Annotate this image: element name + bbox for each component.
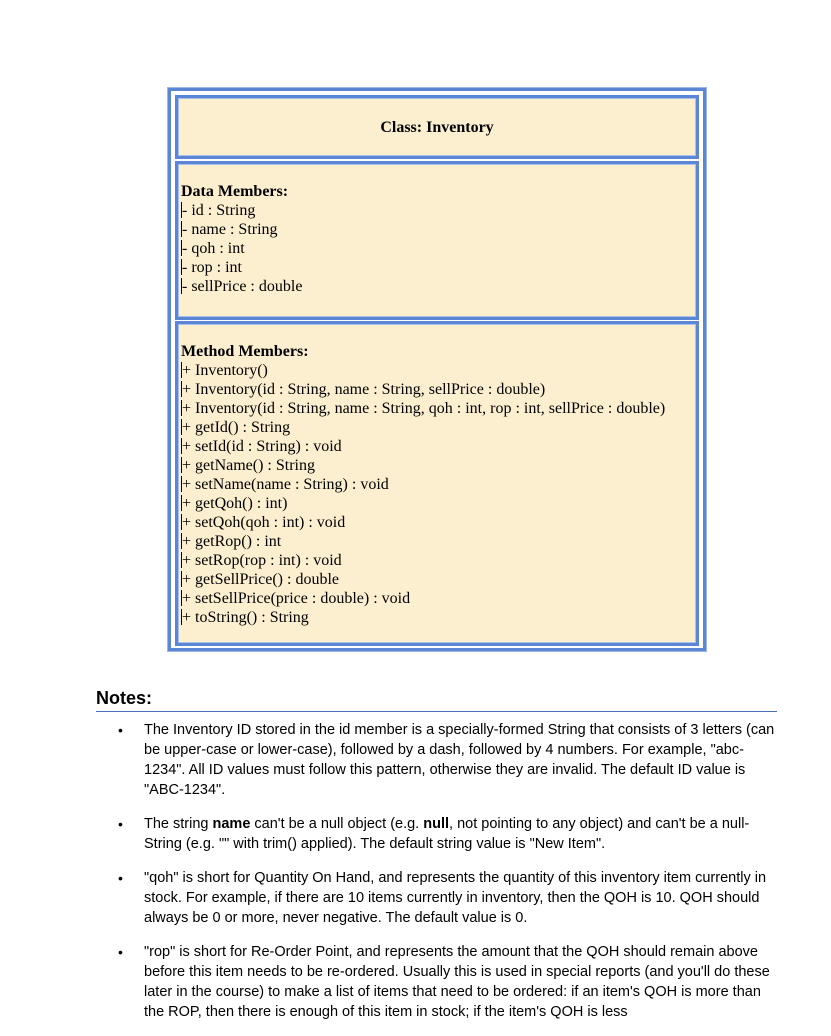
class-title-cell (175, 95, 699, 159)
note-bold-name: name (212, 816, 251, 832)
bullet-icon: • (118, 816, 123, 832)
data-member: - id : String (181, 201, 696, 220)
notes-list (0, 720, 831, 1036)
note-item-rop (0, 942, 784, 1022)
note-text: "qoh" is short for Quantity On Hand, and represents the quantity of this inventory item currently in stock. For example, if there are 10 items currently in inventory, then the QOH is 10. QOH should always be 0 or more, never negative. The default value is 0. (144, 870, 767, 926)
bullet-icon: • (118, 870, 123, 886)
method-member: + getRop() : int (181, 532, 696, 551)
method-member: + setName(name : String) : void (181, 475, 696, 494)
method-member: + getName() : String (181, 456, 696, 475)
method-member: + Inventory() (181, 361, 696, 380)
data-member: - sellPrice : double (181, 277, 696, 296)
method-members-cell (175, 321, 699, 646)
method-member: + toString() : String (181, 608, 696, 627)
data-members-heading: Data Members: (181, 183, 289, 200)
method-member: + setId(id : String) : void (181, 437, 696, 456)
method-member: + Inventory(id : String, name : String, qoh : int, rop : int, sellPrice : double) (181, 399, 696, 418)
note-item-name (0, 814, 784, 854)
method-member: + Inventory(id : String, name : String, sellPrice : double) (181, 380, 696, 399)
note-text: The Inventory ID stored in the id member is a specially-formed String that consists of 3 letters (can be upper-case or lower-case), followed by a dash, followed by 4 numbers. For example, "abc-1234". All ID values must follow this pattern, otherwise they are invalid. The default ID value is "ABC-1234". (144, 722, 775, 798)
note-text-part: can't be a null object (e.g. (250, 816, 424, 832)
bullet-icon: • (118, 944, 123, 960)
uml-class-diagram (168, 88, 706, 651)
note-item-qoh (0, 868, 784, 928)
note-item-id (0, 720, 784, 800)
note-text-part: , not pointing to any object) and can't be a null-String (e.g. "" with trim() applied). The default string value is "New Item". (144, 816, 750, 852)
method-member: + getId() : String (181, 418, 696, 437)
data-member: - name : String (181, 220, 696, 239)
note-text: "rop" is short for Re-Order Point, and represents the amount that the QOH should remain above before this item needs to be re-ordered. Usually this is used in special reports (and you'll do these later in the course) to make a list of items that need to be ordered: if an item's QOH is more than the ROP, then there is enough of this item in stock; if the item's QOH is less (144, 944, 770, 1020)
data-member: - rop : int (181, 258, 696, 277)
method-member: + getQoh() : int) (181, 494, 696, 513)
method-member: + setQoh(qoh : int) : void (181, 513, 696, 532)
note-text-part: The string (144, 816, 213, 832)
notes-heading: Notes: (96, 687, 777, 712)
data-members-cell (175, 161, 699, 320)
method-member: + setRop(rop : int) : void (181, 551, 696, 570)
method-member: + setSellPrice(price : double) : void (181, 589, 696, 608)
class-title: Class: Inventory (380, 118, 494, 136)
method-members-heading: Method Members: (181, 343, 309, 360)
bullet-icon: • (118, 722, 123, 738)
method-member: + getSellPrice() : double (181, 570, 696, 589)
data-member: - qoh : int (181, 239, 696, 258)
note-bold-null: null (423, 816, 450, 832)
